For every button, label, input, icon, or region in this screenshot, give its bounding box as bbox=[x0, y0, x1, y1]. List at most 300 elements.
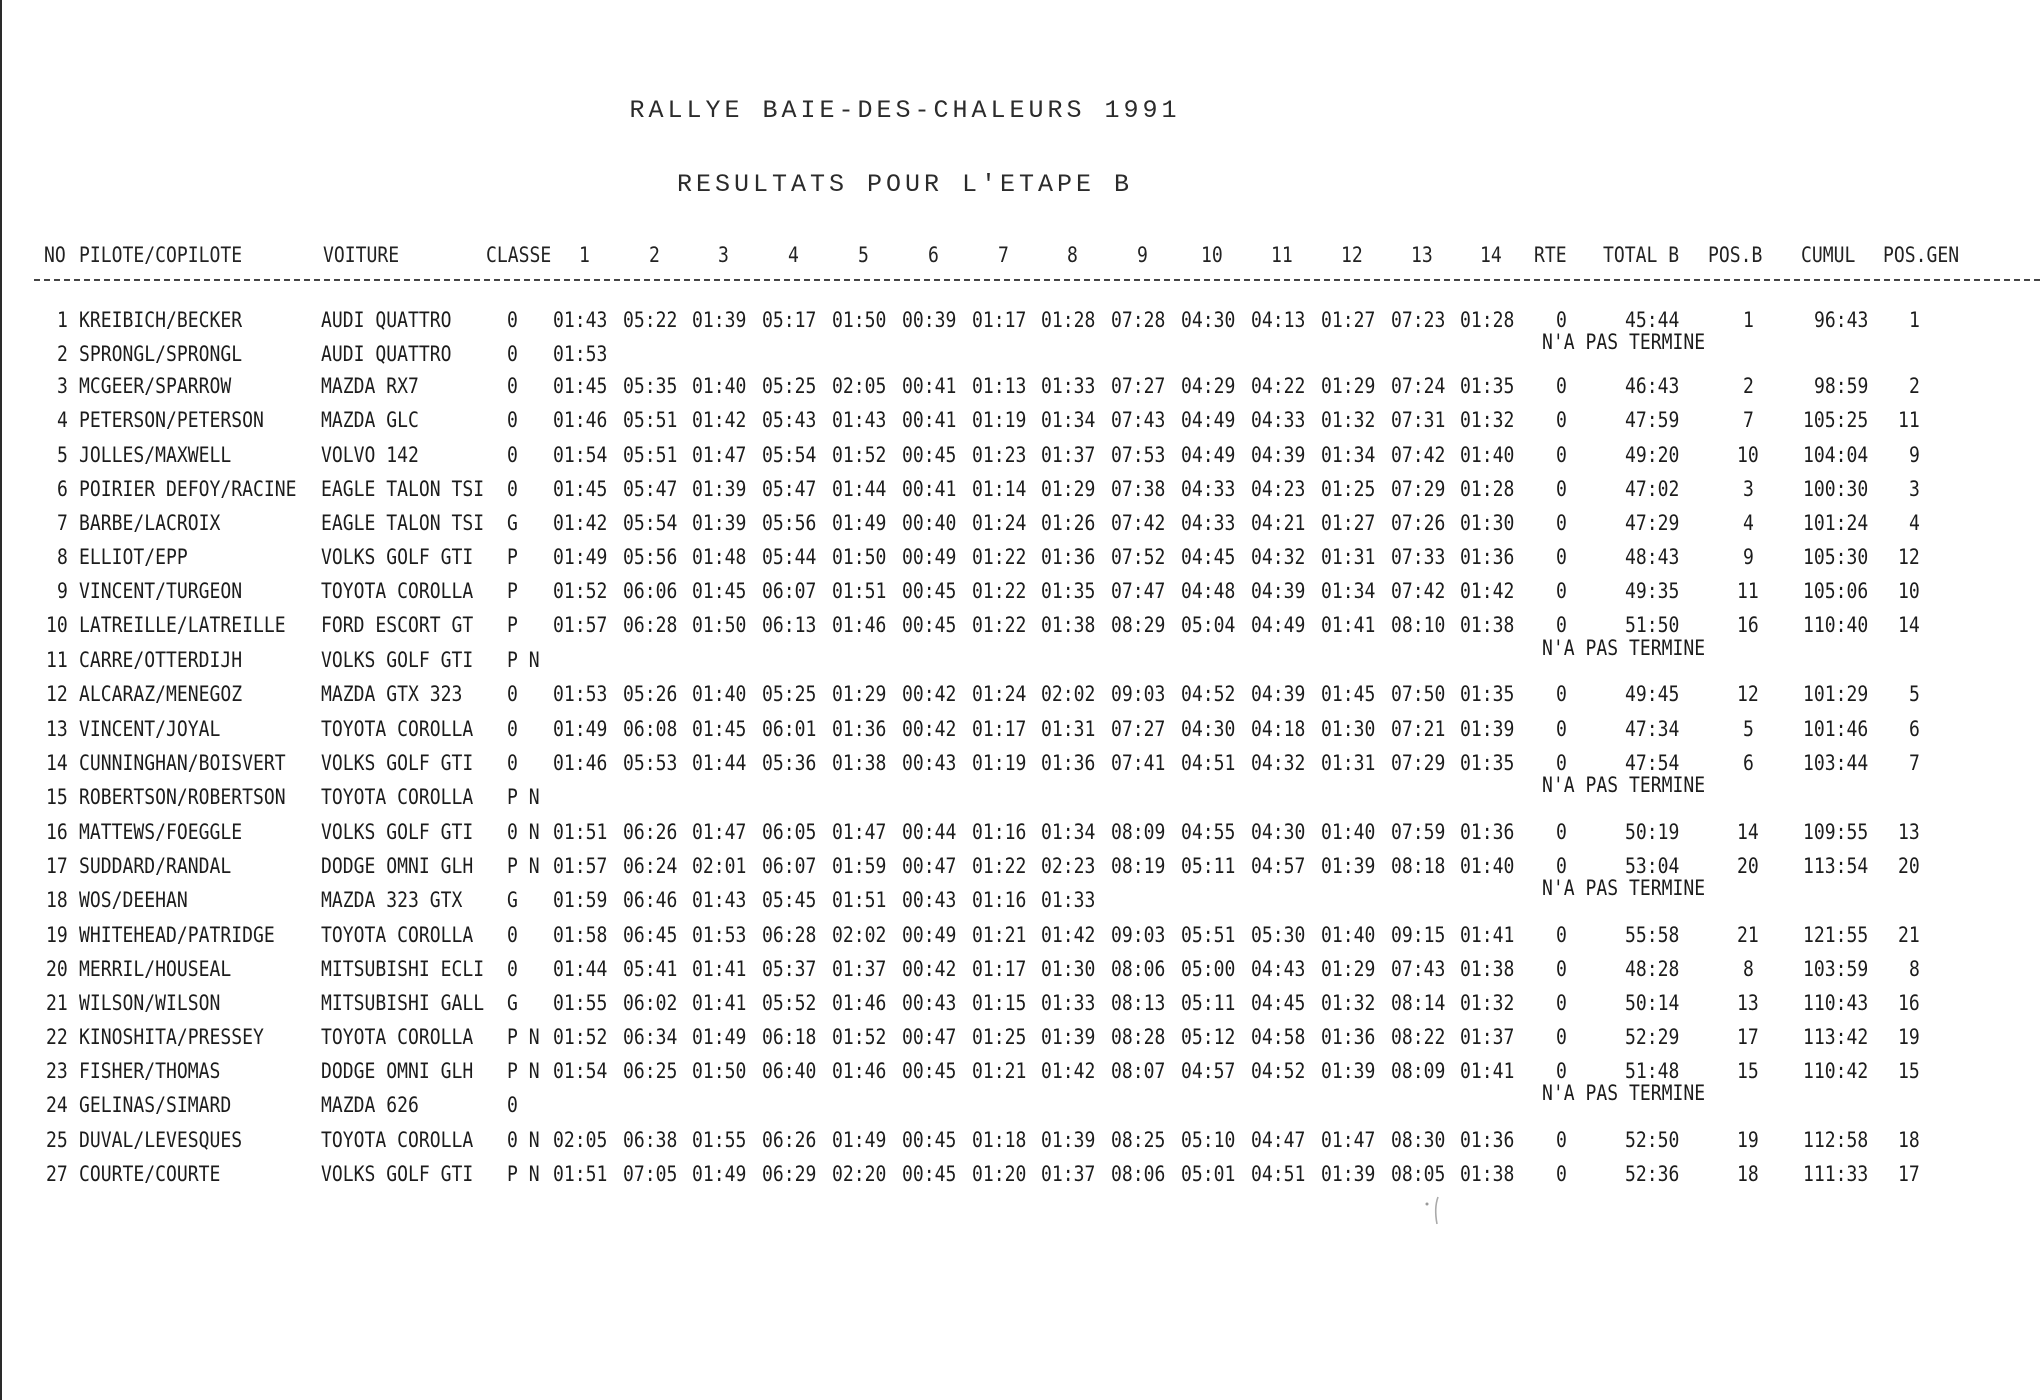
stage-time: 01:46 bbox=[553, 751, 608, 775]
stage-time: 01:38 bbox=[1041, 613, 1096, 637]
stage-time: 01:53 bbox=[692, 923, 747, 947]
driver-names: KREIBICH/BECKER bbox=[79, 308, 243, 332]
header-separator bbox=[34, 279, 2040, 281]
stage-position: 5 bbox=[1742, 717, 1754, 741]
stage-time: 01:21 bbox=[972, 1059, 1027, 1083]
driver-names: DUVAL/LEVESQUES bbox=[79, 1128, 243, 1152]
stage-time: 07:27 bbox=[1111, 374, 1166, 398]
stage-time: 01:39 bbox=[692, 308, 747, 332]
car-class: 0 bbox=[507, 443, 518, 467]
car-class: P bbox=[507, 545, 518, 569]
stage-time: 08:06 bbox=[1111, 1162, 1166, 1186]
stage-time: 06:46 bbox=[623, 888, 678, 912]
table-row bbox=[0, 1159, 2040, 1189]
stage-time: 06:07 bbox=[762, 854, 817, 878]
stage-time: 01:19 bbox=[972, 751, 1027, 775]
stage-time: 01:58 bbox=[553, 923, 608, 947]
stage-time: 06:25 bbox=[623, 1059, 678, 1083]
row-number: 8 bbox=[57, 545, 69, 569]
header-stage-10: 10 bbox=[1201, 243, 1223, 267]
driver-names: FISHER/THOMAS bbox=[79, 1059, 221, 1083]
header-stage-12: 12 bbox=[1341, 243, 1363, 267]
stage-time: 06:08 bbox=[623, 717, 678, 741]
stage-time: 04:45 bbox=[1251, 991, 1306, 1015]
driver-names: JOLLES/MAXWELL bbox=[79, 443, 232, 467]
stage-time: 01:57 bbox=[553, 854, 608, 878]
stage-time: 08:19 bbox=[1111, 854, 1166, 878]
table-row bbox=[0, 1081, 2040, 1120]
overall-position: 17 bbox=[1898, 1162, 1921, 1186]
stage-time: 01:14 bbox=[972, 477, 1027, 501]
route-penalty: 0 bbox=[1556, 477, 1567, 501]
stage-time: 01:34 bbox=[1321, 443, 1376, 467]
stage-time: 01:36 bbox=[832, 717, 887, 741]
stage-position: 18 bbox=[1737, 1162, 1759, 1186]
stage-time: 01:51 bbox=[832, 579, 887, 603]
stage-time: 01:17 bbox=[972, 717, 1027, 741]
stage-time: 07:33 bbox=[1391, 545, 1446, 569]
table-row bbox=[0, 636, 2040, 675]
route-penalty: 0 bbox=[1556, 511, 1567, 535]
stage-time: 01:17 bbox=[972, 308, 1027, 332]
stage-time: 05:25 bbox=[762, 374, 817, 398]
stage-time: 01:59 bbox=[553, 888, 608, 912]
stage-time: 04:49 bbox=[1251, 613, 1306, 637]
stage-time: 04:30 bbox=[1181, 717, 1236, 741]
cumulative-time: 103:44 bbox=[1802, 751, 1869, 775]
row-number: 2 bbox=[57, 342, 69, 366]
stage-position: 13 bbox=[1737, 991, 1759, 1015]
stage-time: 01:36 bbox=[1041, 751, 1096, 775]
stage-time: 02:20 bbox=[832, 1162, 887, 1186]
stage-time: 00:43 bbox=[902, 888, 957, 912]
stage-time: 01:33 bbox=[1041, 374, 1096, 398]
car-model: TOYOTA COROLLA bbox=[321, 923, 474, 947]
stage-position: 15 bbox=[1737, 1059, 1759, 1083]
stage-time: 01:40 bbox=[1460, 443, 1515, 467]
stage-position: 17 bbox=[1737, 1025, 1759, 1049]
header-stage-4: 4 bbox=[787, 243, 799, 267]
overall-position: 4 bbox=[1909, 511, 1921, 535]
stage-time: 01:36 bbox=[1041, 545, 1096, 569]
route-penalty: 0 bbox=[1556, 443, 1567, 467]
not-finished-note: N'A PAS TERMINE bbox=[1542, 1081, 1706, 1105]
car-class: P bbox=[507, 613, 518, 637]
stage-time: 05:56 bbox=[762, 511, 817, 535]
route-penalty: 0 bbox=[1556, 1059, 1567, 1083]
driver-names: ALCARAZ/MENEGOZ bbox=[79, 682, 243, 706]
stage-time: 01:50 bbox=[692, 1059, 747, 1083]
total-time: 50:19 bbox=[1625, 820, 1680, 844]
row-number: 19 bbox=[46, 923, 69, 947]
stage-time: 01:41 bbox=[692, 957, 747, 981]
header-stage-7: 7 bbox=[997, 243, 1009, 267]
stage-time: 00:43 bbox=[902, 751, 957, 775]
stage-time: 06:13 bbox=[762, 613, 817, 637]
stage-time: 00:43 bbox=[902, 991, 957, 1015]
table-row bbox=[0, 773, 2040, 812]
stage-time: 01:48 bbox=[692, 545, 747, 569]
stage-time: 05:45 bbox=[762, 888, 817, 912]
stage-time: 01:25 bbox=[972, 1025, 1027, 1049]
stage-time: 01:46 bbox=[832, 1059, 887, 1083]
stage-time: 01:59 bbox=[832, 854, 887, 878]
stage-time: 04:22 bbox=[1251, 374, 1306, 398]
stage-time: 01:49 bbox=[553, 545, 608, 569]
stage-time: 01:31 bbox=[1041, 717, 1096, 741]
stage-time: 07:24 bbox=[1391, 374, 1446, 398]
stage-time: 01:42 bbox=[692, 408, 747, 432]
stage-time: 01:49 bbox=[832, 1128, 887, 1152]
row-number: 10 bbox=[46, 613, 69, 637]
header-posgen: POS.GEN bbox=[1883, 243, 1960, 267]
stage-time: 01:51 bbox=[832, 888, 887, 912]
header-stage-8: 8 bbox=[1066, 243, 1078, 267]
stage-time: 01:51 bbox=[553, 1162, 608, 1186]
stage-time: 01:33 bbox=[1041, 991, 1096, 1015]
cumulative-time: 113:54 bbox=[1802, 854, 1869, 878]
stage-time: 06:18 bbox=[762, 1025, 817, 1049]
stage-position: 21 bbox=[1737, 923, 1759, 947]
route-penalty: 0 bbox=[1556, 717, 1567, 741]
row-number: 23 bbox=[46, 1059, 69, 1083]
car-class: 0 bbox=[507, 682, 518, 706]
stage-time: 01:47 bbox=[1321, 1128, 1376, 1152]
header-pilote: PILOTE/COPILOTE bbox=[79, 243, 243, 267]
header-stage-11: 11 bbox=[1271, 243, 1293, 267]
car-class: 0 bbox=[507, 717, 518, 741]
stage-time: 05:54 bbox=[623, 511, 678, 535]
header-voiture: VOITURE bbox=[323, 243, 400, 267]
cumulative-time: 104:04 bbox=[1802, 443, 1869, 467]
driver-names: CUNNINGHAN/BOISVERT bbox=[79, 751, 286, 775]
cumulative-time: 111:33 bbox=[1802, 1162, 1869, 1186]
row-number: 20 bbox=[46, 957, 69, 981]
car-model: VOLKS GOLF GTI bbox=[321, 820, 474, 844]
stage-time: 01:26 bbox=[1041, 511, 1096, 535]
total-time: 46:43 bbox=[1625, 374, 1680, 398]
stage-time: 07:29 bbox=[1391, 751, 1446, 775]
driver-names: SUDDARD/RANDAL bbox=[79, 854, 232, 878]
stage-time: 02:02 bbox=[1041, 682, 1096, 706]
driver-names: COURTE/COURTE bbox=[79, 1162, 221, 1186]
paper-speck-mark bbox=[1424, 1194, 1444, 1228]
stage-time: 07:42 bbox=[1111, 511, 1166, 535]
stage-time: 01:44 bbox=[553, 957, 608, 981]
route-penalty: 0 bbox=[1556, 751, 1567, 775]
stage-position: 7 bbox=[1742, 408, 1754, 432]
stage-time: 01:43 bbox=[692, 888, 747, 912]
stage-time: 07:43 bbox=[1391, 957, 1446, 981]
cumulative-time: 103:59 bbox=[1802, 957, 1869, 981]
table-row bbox=[0, 920, 2040, 950]
stage-time: 01:44 bbox=[832, 477, 887, 501]
total-time: 52:36 bbox=[1625, 1162, 1680, 1186]
header-classe: CLASSE bbox=[486, 243, 552, 267]
stage-position: 4 bbox=[1742, 511, 1754, 535]
route-penalty: 0 bbox=[1556, 957, 1567, 981]
stage-time: 01:22 bbox=[972, 613, 1027, 637]
stage-time: 01:45 bbox=[553, 477, 608, 501]
stage-time: 04:55 bbox=[1181, 820, 1236, 844]
header-posb: POS.B bbox=[1708, 243, 1763, 267]
car-class: 0 bbox=[507, 408, 518, 432]
stage-time: 08:18 bbox=[1391, 854, 1446, 878]
stage-time: 04:30 bbox=[1181, 308, 1236, 332]
total-time: 45:44 bbox=[1625, 308, 1680, 332]
stage-time: 01:37 bbox=[1041, 443, 1096, 467]
not-finished-note: N'A PAS TERMINE bbox=[1542, 773, 1706, 797]
cumulative-time: 110:42 bbox=[1802, 1059, 1869, 1083]
total-time: 52:50 bbox=[1625, 1128, 1680, 1152]
route-penalty: 0 bbox=[1556, 682, 1567, 706]
stage-time: 01:37 bbox=[1460, 1025, 1515, 1049]
stage-position: 19 bbox=[1737, 1128, 1759, 1152]
overall-position: 21 bbox=[1898, 923, 1921, 947]
stage-time: 04:51 bbox=[1181, 751, 1236, 775]
table-row bbox=[0, 305, 2040, 335]
stage-time: 01:24 bbox=[972, 511, 1027, 535]
table-row bbox=[0, 330, 2040, 369]
stage-time: 06:45 bbox=[623, 923, 678, 947]
table-row bbox=[0, 440, 2040, 470]
table-row bbox=[0, 1022, 2040, 1052]
table-row bbox=[0, 508, 2040, 538]
stage-time: 01:28 bbox=[1460, 308, 1515, 332]
overall-position: 8 bbox=[1909, 957, 1921, 981]
total-time: 53:04 bbox=[1625, 854, 1680, 878]
car-model: MITSUBISHI ECLI bbox=[321, 957, 485, 981]
stage-time: 05:10 bbox=[1181, 1128, 1236, 1152]
stage-time: 01:40 bbox=[1321, 923, 1376, 947]
route-penalty: 0 bbox=[1556, 991, 1567, 1015]
total-time: 49:35 bbox=[1625, 579, 1680, 603]
stage-time: 01:28 bbox=[1460, 477, 1515, 501]
stage-time: 04:29 bbox=[1181, 374, 1236, 398]
stage-time: 07:23 bbox=[1391, 308, 1446, 332]
stage-time: 08:28 bbox=[1111, 1025, 1166, 1049]
car-class: 0 N bbox=[507, 820, 540, 844]
stage-time: 01:23 bbox=[972, 443, 1027, 467]
stage-time: 04:33 bbox=[1181, 511, 1236, 535]
stage-time: 07:26 bbox=[1391, 511, 1446, 535]
not-finished-note: N'A PAS TERMINE bbox=[1542, 636, 1706, 660]
stage-time: 01:40 bbox=[1460, 854, 1515, 878]
total-time: 47:54 bbox=[1625, 751, 1680, 775]
cumulative-time: 109:55 bbox=[1802, 820, 1869, 844]
car-model: AUDI QUATTRO bbox=[321, 342, 452, 366]
stage-time: 00:42 bbox=[902, 682, 957, 706]
cumulative-time: 112:58 bbox=[1802, 1128, 1869, 1152]
car-model: TOYOTA COROLLA bbox=[321, 1128, 474, 1152]
driver-names: VINCENT/JOYAL bbox=[79, 717, 221, 741]
stage-time: 01:21 bbox=[972, 923, 1027, 947]
stage-time: 01:43 bbox=[553, 308, 608, 332]
stage-time: 01:52 bbox=[832, 443, 887, 467]
stage-time: 07:38 bbox=[1111, 477, 1166, 501]
stage-time: 08:22 bbox=[1391, 1025, 1446, 1049]
stage-time: 09:03 bbox=[1111, 682, 1166, 706]
stage-time: 01:50 bbox=[832, 308, 887, 332]
overall-position: 19 bbox=[1898, 1025, 1921, 1049]
route-penalty: 0 bbox=[1556, 1162, 1567, 1186]
stage-time: 05:43 bbox=[762, 408, 817, 432]
stage-time: 05:52 bbox=[762, 991, 817, 1015]
stage-time: 01:34 bbox=[1041, 820, 1096, 844]
stage-time: 04:32 bbox=[1251, 751, 1306, 775]
stage-time: 01:28 bbox=[1041, 308, 1096, 332]
stage-time: 01:42 bbox=[1041, 923, 1096, 947]
header-stage-9: 9 bbox=[1136, 243, 1148, 267]
car-model: FORD ESCORT GT bbox=[321, 613, 474, 637]
stage-time: 05:36 bbox=[762, 751, 817, 775]
stage-time: 01:34 bbox=[1321, 579, 1376, 603]
car-class: P N bbox=[507, 1025, 540, 1049]
stage-time: 05:35 bbox=[623, 374, 678, 398]
stage-time: 01:40 bbox=[692, 682, 747, 706]
total-time: 47:59 bbox=[1625, 408, 1680, 432]
table-row bbox=[0, 542, 2040, 572]
stage-time: 01:40 bbox=[1321, 820, 1376, 844]
stage-time: 01:35 bbox=[1041, 579, 1096, 603]
stage-time: 01:37 bbox=[832, 957, 887, 981]
stage-time: 01:36 bbox=[1460, 545, 1515, 569]
stage-time: 05:37 bbox=[762, 957, 817, 981]
table-row bbox=[0, 714, 2040, 744]
stage-time: 01:31 bbox=[1321, 545, 1376, 569]
car-class: 0 bbox=[507, 923, 518, 947]
header-total: TOTAL B bbox=[1603, 243, 1680, 267]
driver-names: CARRE/OTTERDIJH bbox=[79, 648, 243, 672]
stage-time: 01:35 bbox=[1460, 374, 1515, 398]
total-time: 48:28 bbox=[1625, 957, 1680, 981]
route-penalty: 0 bbox=[1556, 854, 1567, 878]
table-row bbox=[0, 1056, 2040, 1086]
row-number: 24 bbox=[46, 1093, 69, 1117]
stage-time: 04:18 bbox=[1251, 717, 1306, 741]
car-model: MAZDA 323 GTX bbox=[321, 888, 463, 912]
stage-time: 01:32 bbox=[1321, 408, 1376, 432]
stage-time: 01:25 bbox=[1321, 477, 1376, 501]
stage-time: 01:39 bbox=[1041, 1025, 1096, 1049]
cumulative-time: 110:40 bbox=[1802, 613, 1869, 637]
stage-time: 01:49 bbox=[553, 717, 608, 741]
stage-time: 08:25 bbox=[1111, 1128, 1166, 1152]
car-model: DODGE OMNI GLH bbox=[321, 1059, 474, 1083]
total-time: 51:48 bbox=[1625, 1059, 1680, 1083]
car-model: TOYOTA COROLLA bbox=[321, 1025, 474, 1049]
stage-time: 01:35 bbox=[1460, 751, 1515, 775]
table-row bbox=[0, 1125, 2040, 1155]
driver-names: WHITEHEAD/PATRIDGE bbox=[79, 923, 275, 947]
car-model: MAZDA GTX 323 bbox=[321, 682, 463, 706]
total-time: 47:02 bbox=[1625, 477, 1680, 501]
stage-time: 08:30 bbox=[1391, 1128, 1446, 1152]
stage-time: 08:06 bbox=[1111, 957, 1166, 981]
stage-time: 01:38 bbox=[832, 751, 887, 775]
stage-time: 01:19 bbox=[972, 408, 1027, 432]
car-class: 0 bbox=[507, 751, 518, 775]
stage-time: 01:39 bbox=[1460, 717, 1515, 741]
stage-time: 06:07 bbox=[762, 579, 817, 603]
stage-time: 01:42 bbox=[1460, 579, 1515, 603]
stage-time: 01:36 bbox=[1460, 820, 1515, 844]
stage-time: 01:53 bbox=[553, 682, 608, 706]
stage-time: 05:51 bbox=[623, 443, 678, 467]
stage-time: 02:23 bbox=[1041, 854, 1096, 878]
header-rte: RTE bbox=[1534, 243, 1567, 267]
stage-time: 01:31 bbox=[1321, 751, 1376, 775]
car-class: 0 bbox=[507, 477, 518, 501]
driver-names: MCGEER/SPARROW bbox=[79, 374, 232, 398]
stage-time: 06:40 bbox=[762, 1059, 817, 1083]
row-number: 27 bbox=[46, 1162, 69, 1186]
stage-time: 09:15 bbox=[1391, 923, 1446, 947]
stage-time: 01:38 bbox=[1460, 1162, 1515, 1186]
stage-time: 01:16 bbox=[972, 888, 1027, 912]
stage-time: 05:44 bbox=[762, 545, 817, 569]
route-penalty: 0 bbox=[1556, 579, 1567, 603]
stage-time: 06:02 bbox=[623, 991, 678, 1015]
car-model: MITSUBISHI GALL bbox=[321, 991, 485, 1015]
stage-time: 04:57 bbox=[1251, 854, 1306, 878]
overall-position: 5 bbox=[1909, 682, 1921, 706]
stage-time: 01:50 bbox=[832, 545, 887, 569]
stage-time: 04:49 bbox=[1181, 408, 1236, 432]
overall-position: 11 bbox=[1898, 408, 1921, 432]
stage-time: 01:55 bbox=[553, 991, 608, 1015]
stage-time: 01:39 bbox=[1321, 1162, 1376, 1186]
stage-time: 07:42 bbox=[1391, 579, 1446, 603]
table-row bbox=[0, 371, 2040, 401]
stage-time: 01:39 bbox=[692, 477, 747, 501]
car-model: VOLKS GOLF GTI bbox=[321, 648, 474, 672]
stage-time: 07:42 bbox=[1391, 443, 1446, 467]
stage-time: 01:55 bbox=[692, 1128, 747, 1152]
stage-time: 04:52 bbox=[1251, 1059, 1306, 1083]
stage-position: 10 bbox=[1737, 443, 1759, 467]
stage-time: 01:46 bbox=[832, 613, 887, 637]
stage-time: 04:49 bbox=[1181, 443, 1236, 467]
table-row bbox=[0, 610, 2040, 640]
stage-time: 01:46 bbox=[553, 408, 608, 432]
route-penalty: 0 bbox=[1556, 374, 1567, 398]
stage-position: 20 bbox=[1737, 854, 1759, 878]
car-class: 0 bbox=[507, 1093, 518, 1117]
stage-time: 07:59 bbox=[1391, 820, 1446, 844]
car-model: MAZDA RX7 bbox=[321, 374, 419, 398]
stage-time: 01:27 bbox=[1321, 511, 1376, 535]
car-model: MAZDA 626 bbox=[321, 1093, 419, 1117]
row-number: 5 bbox=[57, 443, 69, 467]
stage-time: 07:21 bbox=[1391, 717, 1446, 741]
header-stage-13: 13 bbox=[1411, 243, 1433, 267]
stage-time: 07:29 bbox=[1391, 477, 1446, 501]
car-model: MAZDA GLC bbox=[321, 408, 419, 432]
stage-time: 05:54 bbox=[762, 443, 817, 467]
total-time: 55:58 bbox=[1625, 923, 1680, 947]
overall-position: 18 bbox=[1898, 1128, 1921, 1152]
stage-time: 00:45 bbox=[902, 1162, 957, 1186]
stage-time: 01:36 bbox=[1460, 1128, 1515, 1152]
total-time: 47:34 bbox=[1625, 717, 1680, 741]
stage-time: 00:45 bbox=[902, 613, 957, 637]
row-number: 1 bbox=[57, 308, 69, 332]
document-subtitle: RESULTATS POUR L'ETAPE B bbox=[676, 170, 1134, 199]
row-number: 9 bbox=[57, 579, 69, 603]
stage-time: 04:21 bbox=[1251, 511, 1306, 535]
stage-time: 01:42 bbox=[1041, 1059, 1096, 1083]
